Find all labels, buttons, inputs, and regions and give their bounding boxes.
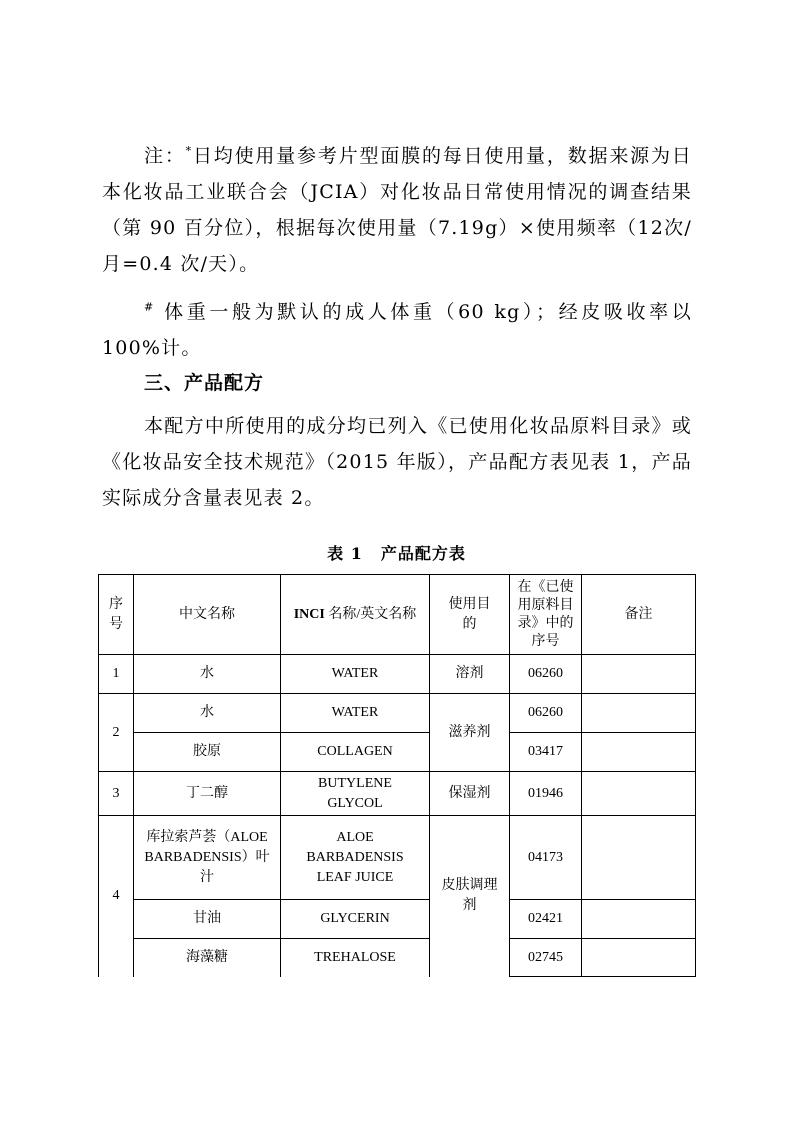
asterisk-mark: *	[185, 144, 193, 158]
table-row	[99, 900, 696, 939]
table-row	[99, 772, 696, 816]
header-purpose: 使用目的	[430, 575, 510, 655]
header-inci-bold: INCI	[293, 606, 325, 622]
formula-table	[98, 574, 696, 977]
cell-cn-name: 海藻糖	[134, 939, 281, 977]
cell-catalog-no: 06260	[510, 694, 582, 733]
cell-remark	[582, 939, 696, 977]
hash-mark: #	[144, 300, 155, 314]
cell-remark	[582, 655, 696, 694]
cell-catalog-no: 02745	[510, 939, 582, 977]
note-2-text: 体重一般为默认的成人体重（60 kg）；经皮吸收率以 100%计。	[102, 301, 692, 359]
cell-seq: 2	[99, 694, 134, 772]
cell-seq: 1	[99, 655, 134, 694]
table-row	[99, 816, 696, 900]
cell-remark	[582, 816, 696, 900]
cell-remark	[582, 733, 696, 772]
note-2	[102, 294, 692, 366]
cell-inci: COLLAGEN	[281, 733, 430, 772]
header-cn-name: 中文名称	[134, 575, 281, 655]
cell-cn-name: 水	[134, 694, 281, 733]
cell-inci: GLYCERIN	[281, 900, 430, 939]
header-inci-rest: 名称/英文名称	[324, 606, 417, 622]
cell-cn-name: 库拉索芦荟（ALOE BARBADENSIS）叶汁	[134, 816, 281, 900]
cell-inci: ALOE BARBADENSIS LEAF JUICE	[281, 816, 430, 900]
cell-cn-name: 胶原	[134, 733, 281, 772]
section-body: 本配方中所使用的成分均已列入《已使用化妆品原料目录》或《化妆品安全技术规范》（2015 年版），产品配方表见表 1，产品实际成分含量表见表 2。	[102, 415, 692, 509]
cell-remark	[582, 772, 696, 816]
header-catalog-no: 在《已使用原料目录》中的序号	[510, 575, 582, 655]
cell-purpose: 保湿剂	[430, 772, 510, 816]
cell-inci: WATER	[281, 655, 430, 694]
table-row	[99, 694, 696, 733]
header-inci	[281, 575, 430, 655]
cell-purpose: 皮肤调理剂	[430, 816, 510, 977]
cell-cn-name: 丁二醇	[134, 772, 281, 816]
header-remark: 备注	[582, 575, 696, 655]
cell-catalog-no: 04173	[510, 816, 582, 900]
note-prefix: 注：	[144, 145, 186, 167]
cell-cn-name: 水	[134, 655, 281, 694]
table-header-row	[99, 575, 696, 655]
cell-inci: WATER	[281, 694, 430, 733]
cell-cn-name: 甘油	[134, 900, 281, 939]
table-caption-number: 表 1	[327, 544, 363, 563]
header-seq: 序号	[99, 575, 134, 655]
cell-inci: TREHALOSE	[281, 939, 430, 977]
table-caption-title: 产品配方表	[380, 544, 466, 563]
cell-catalog-no: 03417	[510, 733, 582, 772]
cell-inci: BUTYLENE GLYCOL	[281, 772, 430, 816]
cell-purpose: 溶剂	[430, 655, 510, 694]
cell-seq: 4	[99, 816, 134, 977]
section-heading: 三、产品配方	[144, 372, 265, 394]
cell-seq: 3	[99, 772, 134, 816]
cell-catalog-no: 01946	[510, 772, 582, 816]
note-1	[102, 138, 692, 282]
cell-catalog-no: 06260	[510, 655, 582, 694]
note-1-text: 日均使用量参考片型面膜的每日使用量，数据来源为日本化妆品工业联合会（JCIA）对化妆品日常使用情况的调查结果（第 90 百分位），根据每次使用量（7.19g）×使用频率（12次/月=0.4 次/天）。	[102, 145, 692, 275]
table-row	[99, 939, 696, 977]
table-row	[99, 733, 696, 772]
table-row	[99, 655, 696, 694]
cell-purpose: 滋养剂	[430, 694, 510, 772]
table-caption	[0, 541, 793, 564]
cell-remark	[582, 900, 696, 939]
cell-remark	[582, 694, 696, 733]
cell-catalog-no: 02421	[510, 900, 582, 939]
